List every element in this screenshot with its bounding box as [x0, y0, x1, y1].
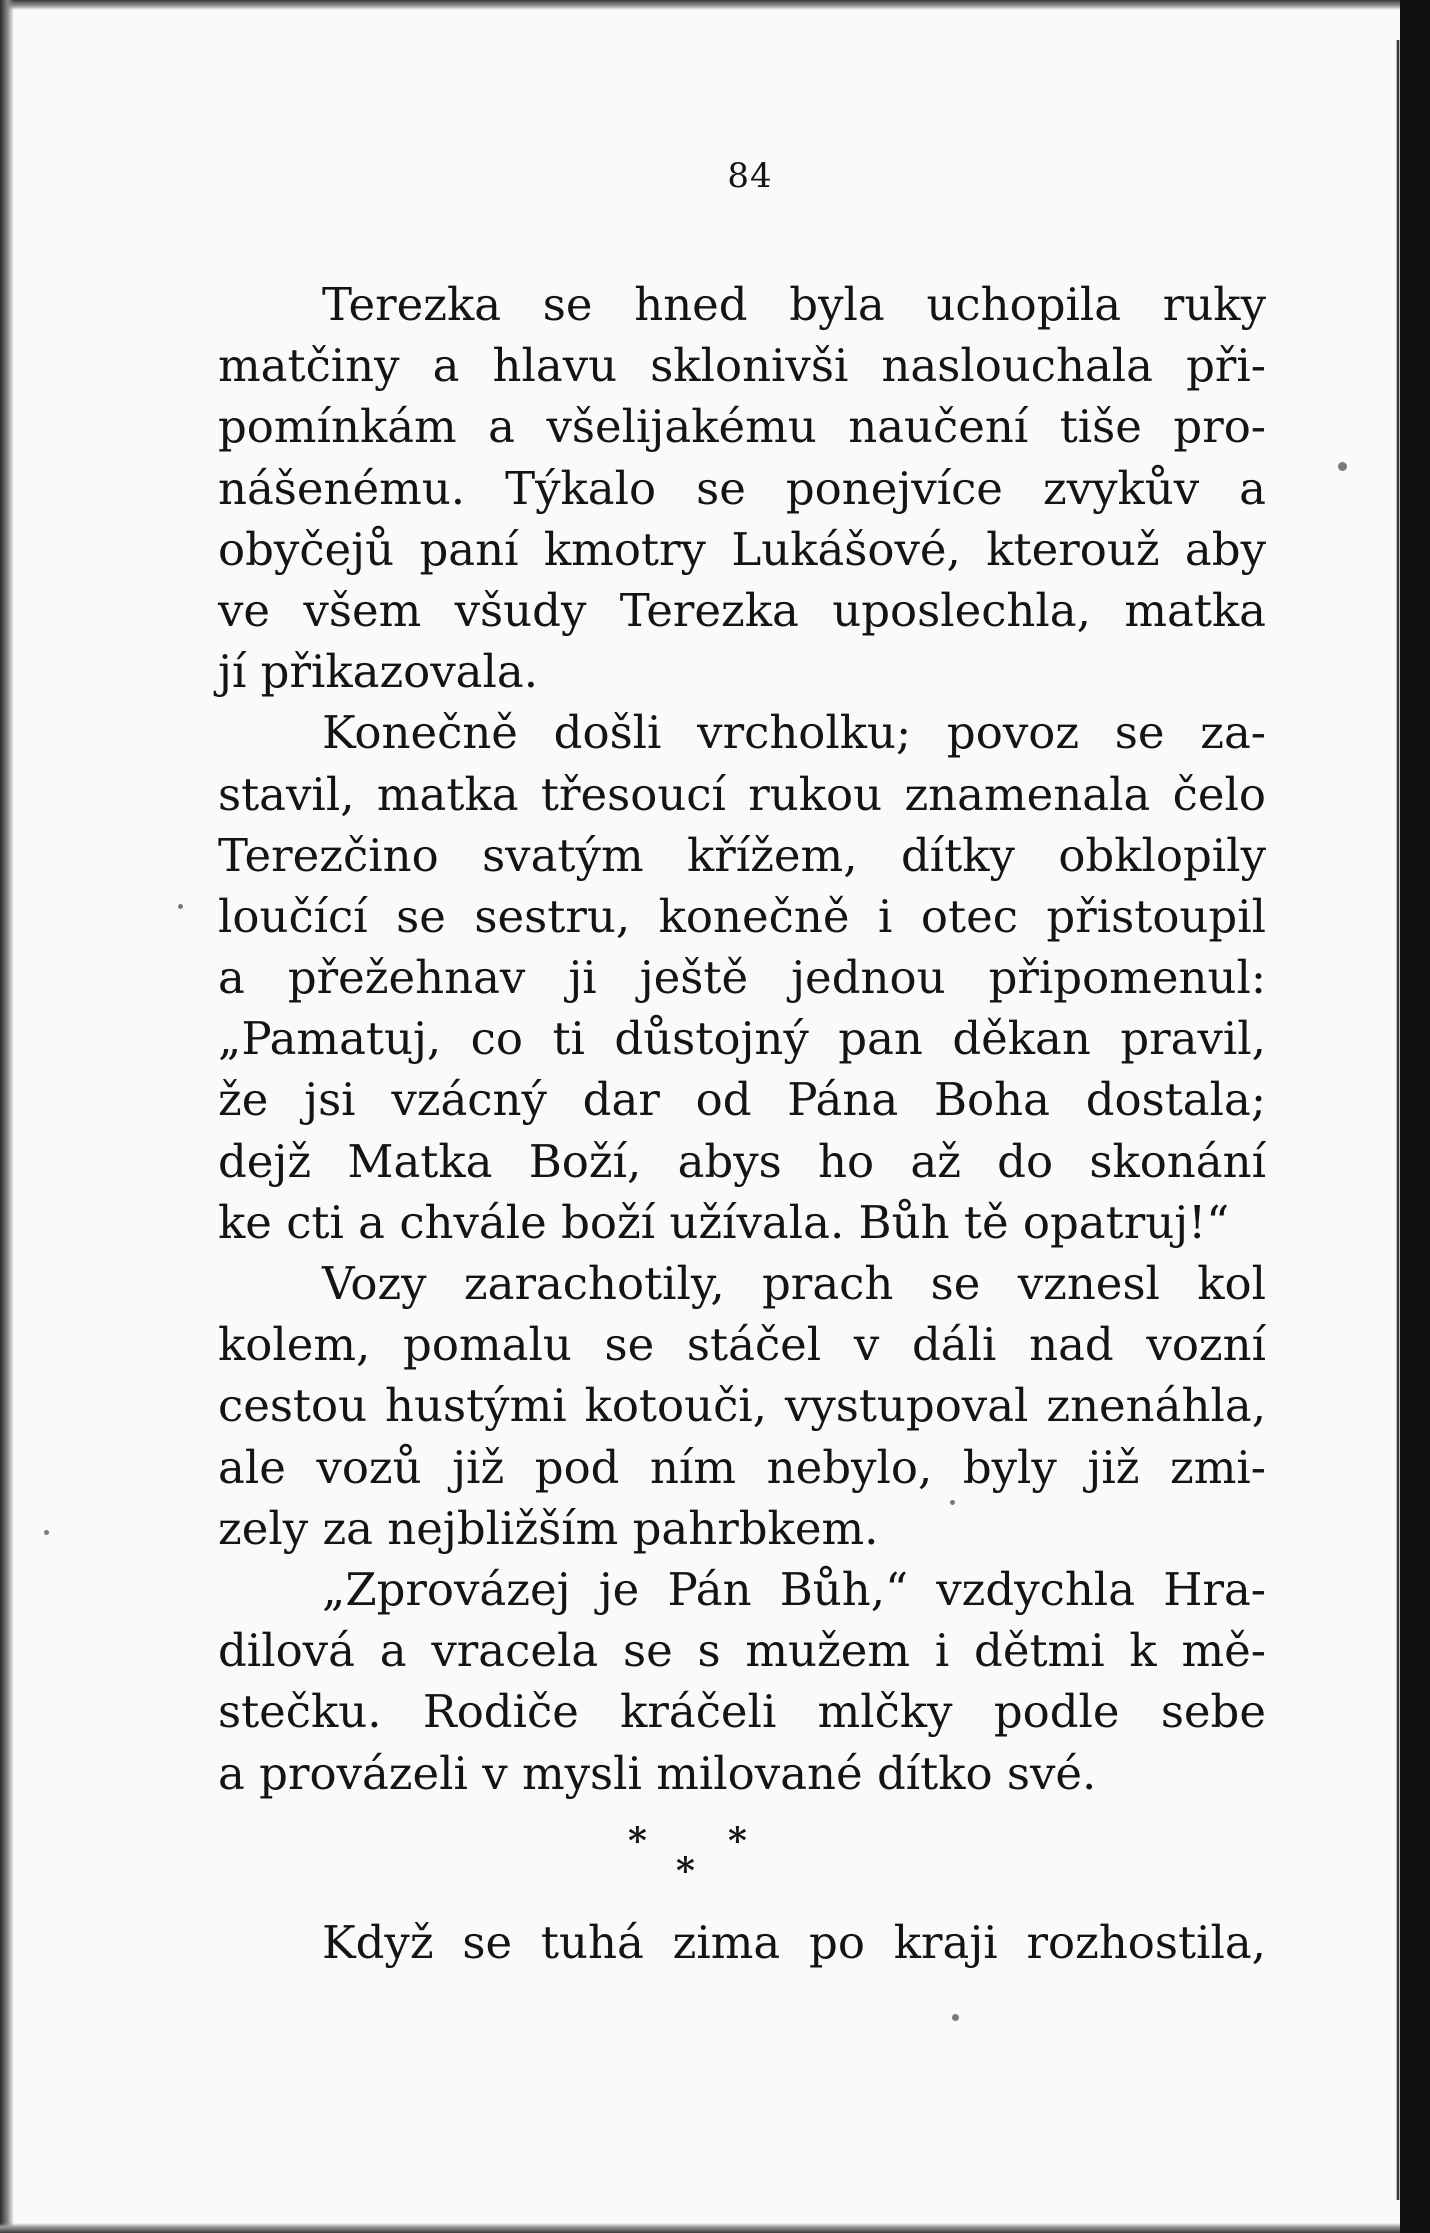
text-line: ale vozů již pod ním nebylo, byly již zmi-	[218, 1440, 1266, 1494]
scan-speck	[952, 2014, 959, 2021]
scan-binding-line	[1396, 40, 1400, 2200]
text-line: pomínkám a všelijakému naučení tiše pro-	[218, 400, 1266, 454]
section-break-asterisks	[600, 1820, 840, 1910]
text-line: zely za nejbližším pahrbkem.	[218, 1501, 879, 1555]
scan-edge-right	[1400, 0, 1430, 2233]
text-line: jí přikazovala.	[218, 645, 539, 699]
scan-edge-top	[0, 0, 1430, 10]
body-text	[218, 274, 1266, 1804]
text-line: Konečně došli vrcholku; povoz se za-	[322, 706, 1266, 760]
scan-speck	[178, 904, 183, 909]
text-line: „Pamatuj, co ti důstojný pan děkan pravil,	[218, 1012, 1266, 1066]
text-line: kolem, pomalu se stáčel v dáli nad vozní	[218, 1318, 1266, 1372]
text-line: ve všem všudy Terezka uposlechla, matka	[218, 583, 1266, 637]
text-line: nášenému. Týkalo se ponejvíce zvykův a	[218, 461, 1266, 515]
page-number: 84	[727, 156, 773, 196]
scan-speck	[44, 1530, 49, 1535]
text-line: stečku. Rodiče kráčeli mlčky podle sebe	[218, 1685, 1266, 1739]
asterisk: *	[628, 1820, 647, 1862]
scan-speck	[1338, 462, 1347, 471]
text-line: ke cti a chvále boží užívala. Bůh tě opatruj!“	[218, 1195, 1230, 1249]
text-line: obyčejů paní kmotry Lukášové, kterouž aby	[218, 522, 1266, 576]
text-line: a přežehnav ji ještě jednou připomenul:	[218, 951, 1266, 1005]
scan-edge-bottom	[0, 2223, 1430, 2233]
final-text-line: Když se tuhá zima po kraji rozhostila,	[322, 1916, 1266, 1969]
text-line: Terezka se hned byla uchopila ruky	[322, 278, 1266, 331]
text-line: cestou hustými kotouči, vystupoval znenáhla,	[218, 1379, 1266, 1433]
text-line: Terezčino svatým křížem, dítky obklopily	[218, 828, 1266, 882]
scan-edge-left	[0, 0, 14, 2233]
text-line: „Zprovázej je Pán Bůh,“ vzdychla Hra-	[322, 1562, 1266, 1616]
text-line: že jsi vzácný dar od Pána Boha dostala;	[218, 1073, 1266, 1127]
text-line: a provázeli v mysli milované dítko své.	[218, 1746, 1097, 1800]
text-line: loučící se sestru, konečně i otec přistoupil	[218, 889, 1266, 943]
text-line: Vozy zarachotily, prach se vznesl kol	[322, 1257, 1266, 1310]
asterisk: *	[728, 1820, 747, 1862]
asterisk: *	[676, 1850, 695, 1892]
text-line: dejž Matka Boží, abys ho až do skonání	[218, 1134, 1266, 1188]
text-line: dilová a vracela se s mužem i dětmi k mě-	[218, 1624, 1266, 1678]
text-line: stavil, matka třesoucí rukou znamenala čelo	[218, 767, 1266, 821]
text-line: matčiny a hlavu sklonivši naslouchala při-	[218, 339, 1266, 393]
